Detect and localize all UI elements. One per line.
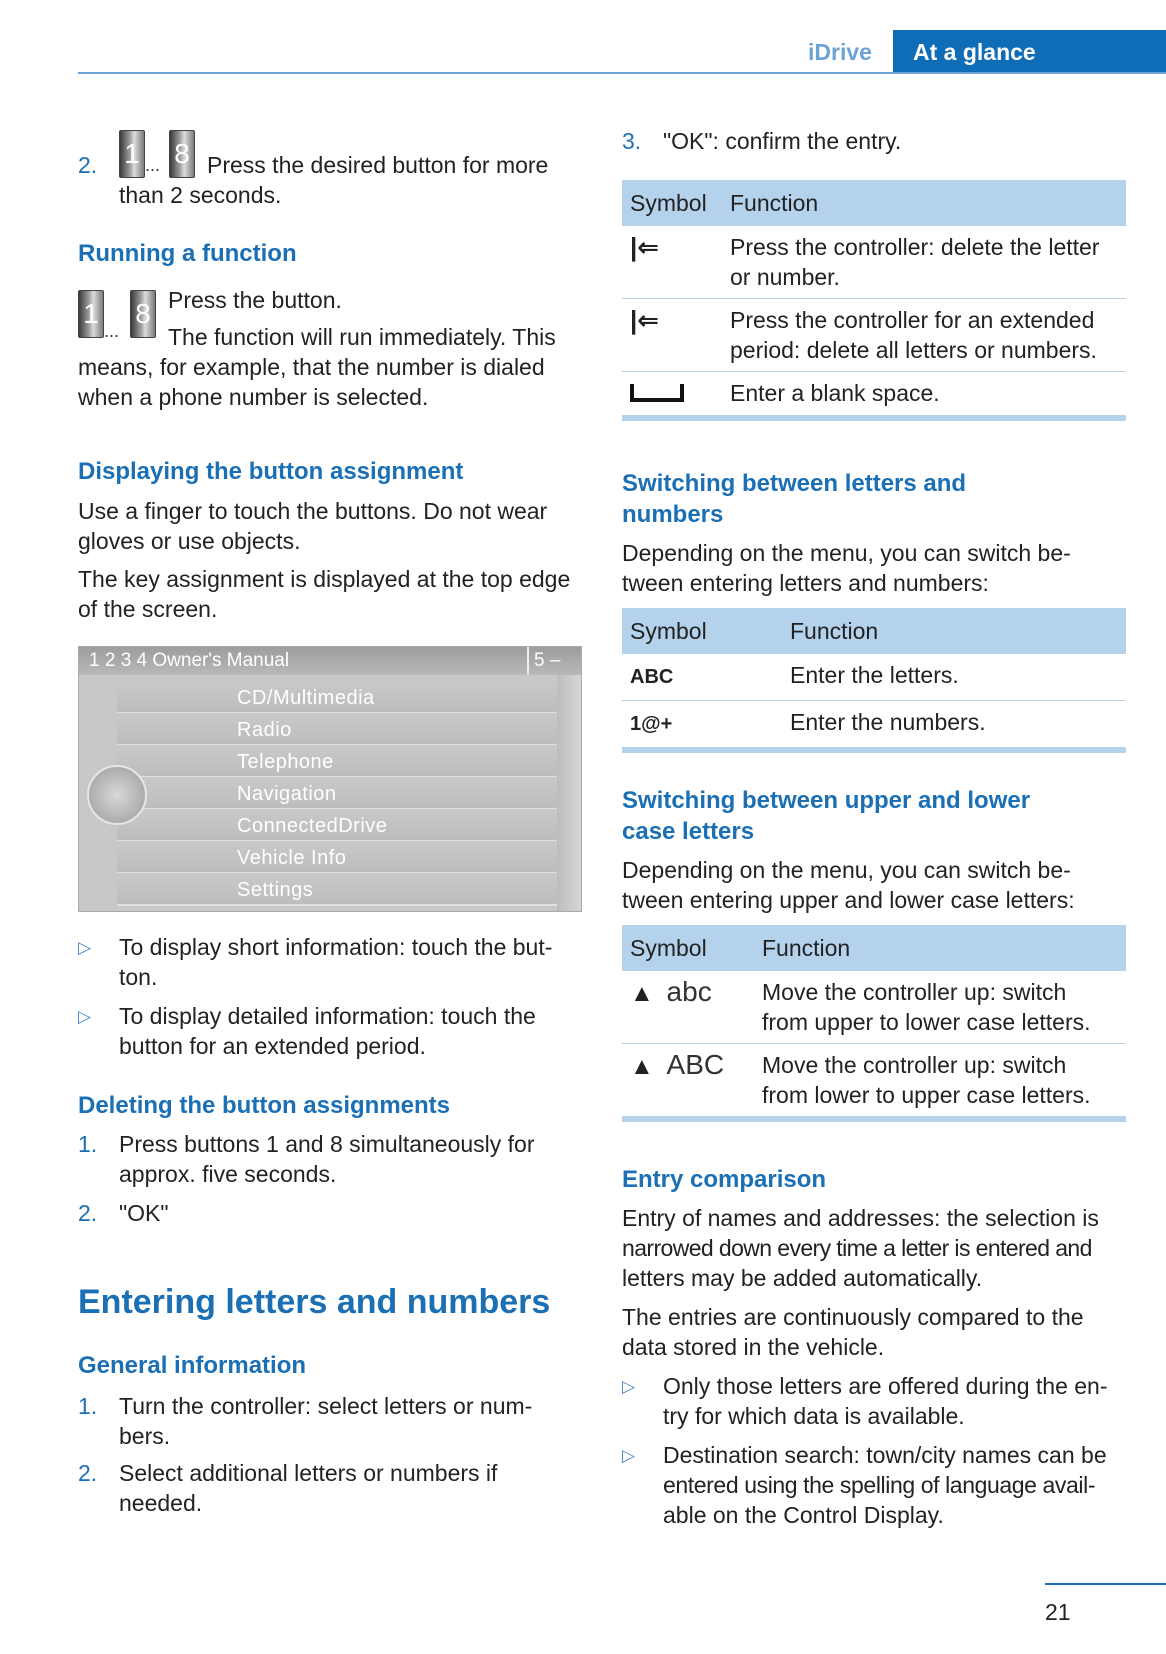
switch1-pb: tween entering letters and numbers:	[622, 570, 989, 596]
step-number: 2.	[78, 152, 98, 178]
menu-item-settings: Settings	[117, 873, 557, 906]
comparison-p2a: The entries are continuously compared to the	[622, 1304, 1084, 1330]
running-text-2: The function will run immediately. This	[168, 324, 556, 350]
symbol-table-letters-numbers	[622, 608, 1126, 753]
heading-displaying-assignment: Displaying the button assignment	[78, 458, 464, 485]
assignment-bar-slot-5: 5 –	[534, 650, 561, 671]
symbol-table-case	[622, 925, 1126, 1122]
key-8-icon: 8	[130, 290, 156, 338]
heading-running-function: Running a function	[78, 240, 297, 267]
lowercase-mode-icon: abc	[666, 976, 712, 1007]
key-8-icon: 8	[169, 130, 195, 178]
comparison-p1a: Entry of names and addresses: the selection is	[622, 1205, 1099, 1231]
ellipsis: ...	[145, 155, 161, 175]
space-icon	[630, 384, 684, 402]
step-2-text-a: Press the desired button for more	[207, 152, 549, 178]
displaying-p2a: The key assignment is displayed at the top edge	[78, 566, 571, 592]
table-row: ABC Enter the letters.	[622, 654, 1126, 701]
bullet-triangle-icon: ▷	[622, 1377, 636, 1396]
page-number: 21	[1045, 1599, 1071, 1625]
controller-knob-icon	[87, 765, 147, 825]
table-row: |⇐ Press the controller for an extended period: delete all letters or numbers.	[622, 299, 1126, 372]
button-assignment-bar	[79, 647, 581, 675]
heading-deleting-assignments: Deleting the button assignments	[78, 1092, 451, 1119]
header-chapter-tab: At a glance	[893, 30, 1166, 74]
menu-item-cd-multimedia: CD/Multimedia	[117, 681, 557, 714]
menu-item-vehicle-info: Vehicle Info	[117, 841, 557, 874]
comparison-p2b: data stored in the vehicle.	[622, 1334, 885, 1360]
heading-entry-comparison: Entry comparison	[622, 1166, 827, 1193]
up-triangle-icon: ▲	[630, 980, 654, 1007]
symbol-table-editing	[622, 180, 1126, 421]
displaying-p1b: gloves or use objects.	[78, 528, 301, 554]
page-number-rule	[1045, 1583, 1166, 1585]
displaying-p2b: of the screen.	[78, 596, 218, 622]
running-text-1: Press the button.	[168, 287, 342, 313]
delete-arrow-icon: |⇐	[630, 305, 660, 335]
ellipsis: ...	[104, 321, 120, 341]
key-1-icon: 1	[119, 130, 145, 178]
up-triangle-icon: ▲	[630, 1053, 654, 1080]
running-text-4: when a phone number is selected.	[78, 384, 429, 410]
delete-arrow-icon: |⇐	[630, 232, 660, 262]
key-1-icon: 1	[78, 290, 104, 338]
table-row: |⇐ Press the controller: delete the letter or number.	[622, 226, 1126, 299]
running-text-3: means, for example, that the number is dialed	[78, 354, 545, 380]
heading-switch-case: Switching between upper and lower case letters	[622, 787, 1031, 845]
key-1-8-icon	[78, 290, 158, 340]
header-rule	[78, 72, 1166, 74]
header-section-label: iDrive	[808, 39, 872, 65]
col-function: Function	[722, 180, 1126, 226]
comparison-p1b: narrowed down every time a letter is entered and	[622, 1235, 1092, 1261]
uppercase-mode-icon: ABC	[666, 1049, 725, 1080]
numbers-mode-icon: 1@+	[630, 713, 673, 735]
control-display-screenshot	[78, 646, 582, 912]
table-row: ▲ abc Move the controller up: switch from upper to lower case letters.	[622, 971, 1126, 1044]
menu-item-telephone: Telephone	[117, 745, 557, 778]
heading-general-information: General information	[78, 1352, 307, 1379]
heading-switch-letters-numbers: Switching between letters and numbers	[622, 470, 967, 528]
heading-entering-letters-numbers: Entering letters and numbers	[78, 1283, 551, 1321]
displaying-p1a: Use a finger to touch the buttons. Do not wear	[78, 498, 548, 524]
table-row: ▲ ABC Move the controller up: switch from lower to upper case letters.	[622, 1044, 1126, 1120]
table-row: 1@+ Enter the numbers.	[622, 701, 1126, 751]
col-symbol: Symbol	[622, 608, 782, 654]
col-symbol: Symbol	[622, 180, 722, 226]
menu-item-connecteddrive: ConnectedDrive	[117, 809, 557, 842]
bullet-triangle-icon: ▷	[622, 1446, 636, 1465]
switch2-pb: tween entering upper and lower case letters:	[622, 887, 1075, 913]
col-symbol: Symbol	[622, 925, 754, 971]
comparison-p1c: letters may be added automatically.	[622, 1265, 983, 1291]
switch1-pa: Depending on the menu, you can switch be-	[622, 540, 1071, 566]
assignment-bar-text: 1 2 3 4 Owner's Manual	[89, 650, 290, 671]
menu-item-navigation: Navigation	[117, 777, 557, 810]
col-function: Function	[782, 608, 1126, 654]
step-2-text-b: than 2 seconds.	[119, 182, 282, 208]
letters-mode-icon: ABC	[630, 666, 674, 688]
switch2-pa: Depending on the menu, you can switch be-	[622, 857, 1071, 883]
menu-item-radio: Radio	[117, 713, 557, 746]
key-1-8-icon	[119, 130, 199, 180]
col-function: Function	[754, 925, 1126, 971]
bullet-triangle-icon: ▷	[78, 1007, 92, 1026]
bullet-triangle-icon: ▷	[78, 938, 92, 957]
table-row: Enter a blank space.	[622, 372, 1126, 419]
